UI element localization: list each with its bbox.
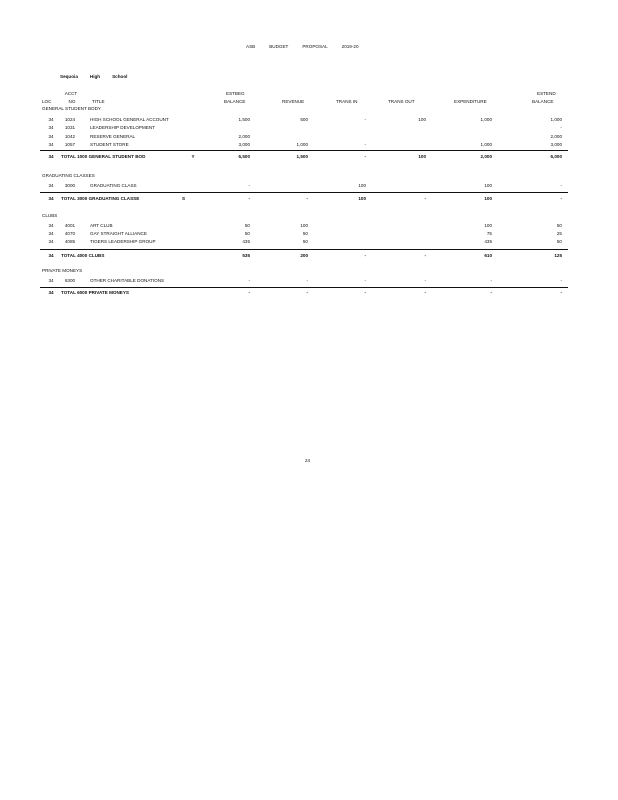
table-row	[0, 142, 618, 148]
table-row	[0, 134, 618, 140]
cell-expenditure: 1,000	[480, 117, 492, 122]
cell-est-end: -	[560, 290, 562, 295]
cell-loc: 34	[48, 290, 54, 295]
cell-est-end: 50	[556, 239, 562, 244]
cell-loc: 34	[48, 223, 54, 228]
col-trans-out-header: TRANS OUT	[388, 99, 415, 104]
total-rule	[40, 249, 568, 250]
cell-expenditure: -	[490, 278, 492, 283]
cell-expenditure: 100	[484, 223, 492, 228]
cell-expenditure: 100	[484, 183, 492, 188]
cell-expenditure: 100	[484, 196, 492, 201]
cell-loc: 34	[48, 253, 54, 258]
school-part: High	[89, 74, 101, 79]
cell-title: ART CLUB	[90, 223, 113, 228]
cell-est-end: -	[560, 183, 562, 188]
cell-est-end: 50	[556, 223, 562, 228]
cell-est-beg: 435	[242, 239, 250, 244]
cell-acct-no: 4085	[64, 239, 76, 244]
cell-title: GRADUATING CLASS	[90, 183, 137, 188]
cell-flag: S	[182, 196, 186, 201]
cell-est-beg: -	[248, 183, 250, 188]
cell-est-beg: -	[248, 196, 250, 201]
title-part: BUDGET	[269, 44, 289, 49]
cell-expenditure: 610	[484, 253, 492, 258]
document-title	[246, 44, 373, 50]
table-row	[0, 183, 618, 189]
cell-trans-in: -	[364, 253, 366, 258]
title-part: PROPOSAL	[302, 44, 328, 49]
cell-expenditure: 2,000	[480, 154, 492, 159]
cell-trans-out: -	[424, 253, 426, 258]
school-name	[60, 74, 139, 80]
cell-expenditure: 435	[484, 239, 492, 244]
cell-trans-in: -	[364, 154, 366, 159]
cell-title: LEADERSHIP DEVELOPMENT	[90, 125, 156, 130]
table-row	[0, 125, 618, 131]
total-row	[0, 196, 618, 202]
cell-expenditure: -	[490, 290, 492, 295]
cell-est-beg: 6,500	[238, 154, 250, 159]
cell-title: HIGH SCHOOL GENERAL ACCOUNT	[90, 117, 169, 122]
col-est-beg-header-top: ESTBEG	[226, 91, 245, 96]
cell-acct-no: 4001	[64, 223, 76, 228]
cell-revenue: 1,000	[296, 142, 308, 147]
cell-est-beg: 3,000	[238, 142, 250, 147]
cell-trans-out: -	[424, 196, 426, 201]
cell-trans-in: -	[364, 117, 366, 122]
cell-acct-no: 1024	[64, 117, 76, 122]
school-part: School	[112, 74, 128, 79]
cell-revenue: -	[306, 278, 308, 283]
cell-est-beg: 50	[244, 231, 250, 236]
cell-acct-no: 6300	[64, 278, 76, 283]
total-row	[0, 154, 618, 160]
title-part: 2019-20	[341, 44, 359, 49]
cell-title: GAY STRAIGHT ALLIANCE	[90, 231, 147, 236]
cell-trans-in: -	[364, 278, 366, 283]
cell-trans-in: -	[364, 142, 366, 147]
col-revenue-header: REVENUE	[282, 99, 305, 104]
cell-title: OTHER CHARITABLE DONATIONS	[90, 278, 165, 283]
cell-loc: 34	[48, 125, 54, 130]
cell-trans-in: 100	[358, 196, 366, 201]
cell-loc: 34	[48, 154, 54, 159]
table-row	[0, 231, 618, 237]
table-row	[0, 117, 618, 123]
section-label: CLUBS	[42, 213, 58, 218]
total-rule	[40, 150, 568, 151]
cell-revenue: 100	[300, 223, 308, 228]
section-label: GENERAL STUDENT BODY	[42, 106, 101, 111]
cell-total-title: TOTAL 6000 PRIVATE MONEYS	[61, 290, 129, 295]
cell-total-title: TOTAL 3000 GRADUATING CLASSE	[61, 196, 140, 201]
cell-est-end: -	[560, 278, 562, 283]
cell-total-title: TOTAL 4000 CLUBS	[61, 253, 105, 258]
cell-loc: 34	[48, 231, 54, 236]
cell-loc: 34	[48, 117, 54, 122]
cell-est-end: -	[560, 125, 562, 130]
cell-acct-no: 4070	[64, 231, 76, 236]
cell-title: STUDENT STORE	[90, 142, 129, 147]
cell-est-end: 2,000	[550, 134, 562, 139]
cell-loc: 34	[48, 142, 54, 147]
section-label: GRADUATING CLASSES	[42, 173, 95, 178]
cell-expenditure: 75	[486, 231, 492, 236]
total-rule	[40, 287, 568, 288]
cell-loc: 34	[48, 196, 54, 201]
table-row	[0, 278, 618, 284]
cell-revenue: 50	[302, 239, 308, 244]
cell-trans-out: -	[424, 278, 426, 283]
cell-acct-no: 3000	[64, 183, 76, 188]
cell-revenue: 500	[300, 117, 308, 122]
col-acct-header: ACCT	[64, 91, 78, 96]
cell-est-end: 125	[554, 253, 562, 258]
total-row	[0, 290, 618, 296]
page-number: 24	[305, 458, 311, 463]
cell-loc: 34	[48, 278, 54, 283]
cell-total-title: TOTAL 1000 GENERAL STUDENT BOD	[61, 154, 146, 159]
col-est-end-header-top: ESTEND	[537, 91, 556, 96]
cell-est-beg: 1,500	[238, 117, 250, 122]
table-row	[0, 223, 618, 229]
cell-revenue: 1,500	[296, 154, 308, 159]
col-expenditure-header: EXPENDITURE	[454, 99, 487, 104]
school-part: Sequoia	[60, 74, 78, 79]
cell-loc: 34	[48, 134, 54, 139]
cell-est-beg: -	[248, 290, 250, 295]
cell-flag: Y	[191, 154, 195, 159]
cell-trans-in: -	[364, 290, 366, 295]
cell-est-beg: -	[248, 278, 250, 283]
cell-loc: 34	[48, 239, 54, 244]
title-part: ASB	[246, 44, 256, 49]
cell-trans-out: 100	[418, 117, 426, 122]
cell-est-beg: 535	[242, 253, 250, 258]
cell-loc: 34	[48, 183, 54, 188]
cell-revenue: 200	[300, 253, 308, 258]
col-est-end-header-bottom: BALANCE	[532, 99, 554, 104]
cell-acct-no: 1057	[64, 142, 76, 147]
cell-est-end: 1,000	[550, 117, 562, 122]
cell-revenue: -	[306, 290, 308, 295]
total-row	[0, 253, 618, 259]
cell-trans-out: 100	[418, 154, 426, 159]
total-rule	[40, 192, 568, 193]
cell-title: RESERVE GENERAL	[90, 134, 136, 139]
cell-expenditure: 1,000	[480, 142, 492, 147]
cell-est-end: 25	[556, 231, 562, 236]
cell-est-end: 3,000	[550, 142, 562, 147]
cell-est-beg: 50	[244, 223, 250, 228]
col-trans-in-header: TRANS IN	[336, 99, 358, 104]
col-loc-header: LOC	[42, 99, 52, 104]
cell-revenue: 50	[302, 231, 308, 236]
col-est-beg-header-bottom: BALANCE	[224, 99, 246, 104]
cell-acct-no: 1042	[64, 134, 76, 139]
col-no-header: NO	[68, 99, 76, 104]
cell-revenue: -	[306, 196, 308, 201]
cell-trans-in: 100	[358, 183, 366, 188]
cell-est-end: 6,000	[550, 154, 562, 159]
cell-est-end: -	[560, 196, 562, 201]
cell-est-beg: 2,000	[238, 134, 250, 139]
table-row	[0, 239, 618, 245]
cell-title: TIGERS LEADERSHIP GROUP	[90, 239, 156, 244]
cell-trans-out: -	[424, 290, 426, 295]
col-title-header: TITLE	[92, 99, 105, 104]
cell-acct-no: 1031	[64, 125, 76, 130]
section-label: PRIVATE MONEYS	[42, 268, 83, 273]
